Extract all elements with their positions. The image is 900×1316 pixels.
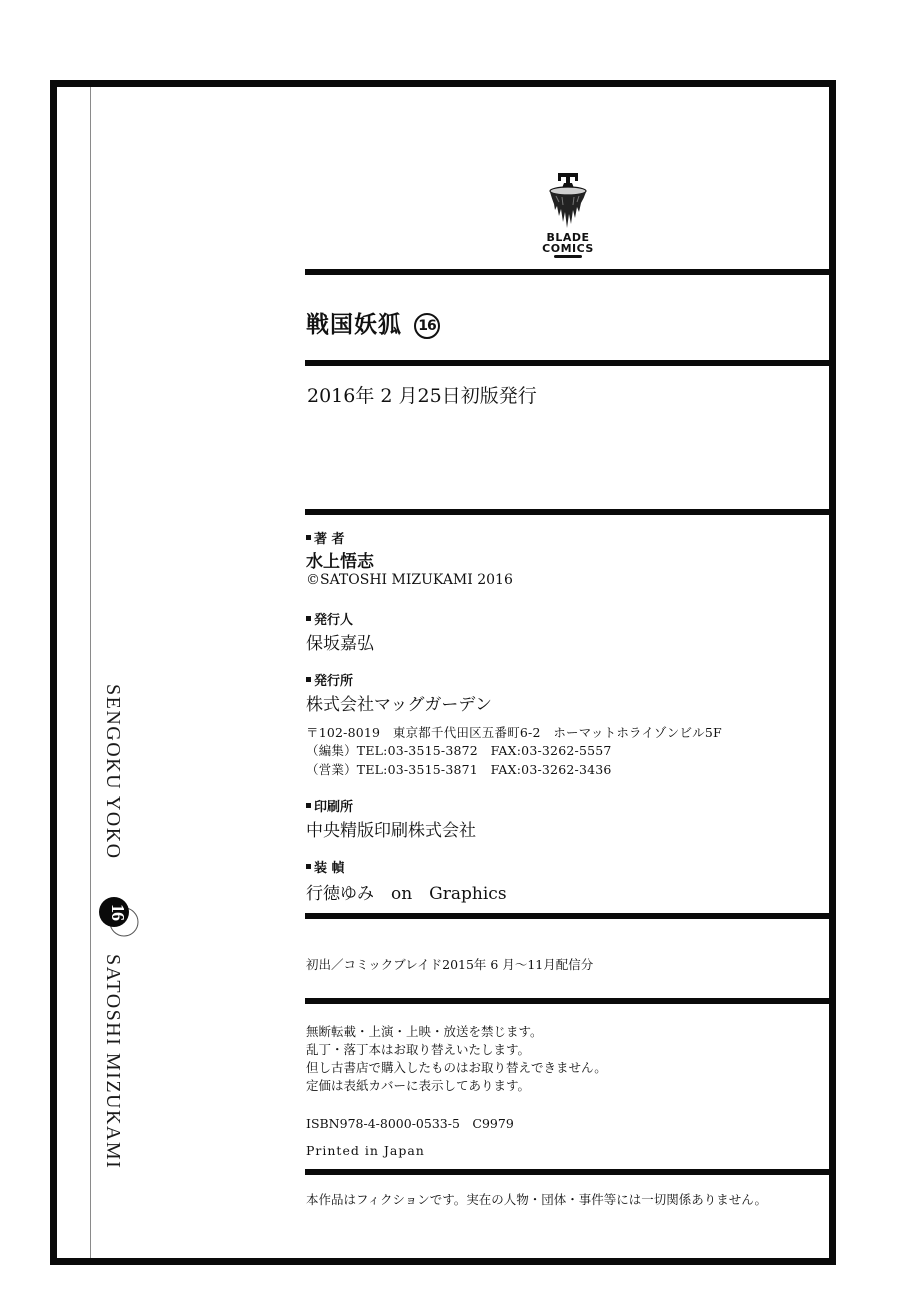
square-bullet-icon [306, 616, 311, 621]
book-title [306, 306, 440, 339]
publisher-person-label-text: 発行人 [314, 613, 354, 628]
volume-badge: 16 [414, 313, 440, 339]
printer-label [306, 796, 353, 815]
author-copyright: ©SATOSHI MIZUKAMI 2016 [306, 572, 513, 588]
printer-name: 中央精版印刷株式会社 [306, 821, 476, 841]
spine [94, 684, 130, 1214]
rule-below-date [305, 509, 829, 515]
design-credit: 行徳ゆみ on Graphics [306, 884, 507, 904]
rule-below-title [305, 360, 829, 366]
publisher-label-text: 発行所 [314, 674, 354, 689]
spine-author: SATOSHI MIZUKAMI [102, 954, 124, 1170]
fiction-disclaimer: 本作品はフィクションです。実在の人物・団体・事件等には一切関係ありません。 [306, 1192, 768, 1207]
printer-label-text: 印刷所 [314, 800, 354, 815]
logo-text-blade: BLADE [546, 231, 590, 244]
square-bullet-icon [306, 864, 311, 869]
publisher-address: 〒102-8019 東京都千代田区五番町6-2 ホーマットホライゾンビル5F [306, 725, 722, 740]
square-bullet-icon [306, 803, 311, 808]
square-bullet-icon [306, 677, 311, 682]
square-bullet-icon [306, 535, 311, 540]
notice-line: 但し古書店で購入したものはお取り替えできません。 [306, 1060, 607, 1075]
rule-below-first-appearance [305, 998, 829, 1004]
logo-underline [554, 255, 582, 258]
publisher-sales-contact: （営業）TEL:03-3515-3871 FAX:03-3262-3436 [306, 762, 612, 777]
publisher-name: 株式会社マッグガーデン [306, 695, 492, 715]
spine-volume-badge [108, 896, 150, 938]
notice-line: 無断転載・上演・上映・放送を禁じます。 [306, 1024, 543, 1039]
notice-line: 乱丁・落丁本はお取り替えいたします。 [306, 1042, 531, 1057]
first-appearance: 初出／コミックブレイド2015年 6 月～11月配信分 [306, 957, 594, 972]
spine-volume-number: 16 [108, 904, 128, 920]
publisher-person-label [306, 609, 353, 628]
publisher-editorial-contact: （編集）TEL:03-3515-3872 FAX:03-3262-5557 [306, 743, 612, 758]
publication-date: 2016年 2 月25日初版発行 [307, 385, 537, 407]
blade-comics-logo-icon [532, 172, 604, 230]
isbn: ISBN978-4-8000-0533-5 C9979 [306, 1116, 514, 1131]
author-name: 水上悟志 [306, 552, 374, 572]
publisher-person-name: 保坂嘉弘 [306, 634, 374, 654]
rule-below-credits [305, 913, 829, 919]
spine-divider [90, 87, 91, 1258]
author-label-text: 著 者 [314, 532, 345, 547]
printed-in: Printed in Japan [306, 1143, 425, 1158]
book-title-text: 戦国妖狐 [306, 312, 402, 338]
publisher-label [306, 670, 353, 689]
notice-line: 定価は表紙カバーに表示してあります。 [306, 1078, 531, 1093]
rule-below-logo [305, 269, 829, 275]
author-label [306, 528, 345, 547]
spine-series-title: SENGOKU YOKO [102, 684, 124, 860]
rule-below-isbn [305, 1169, 829, 1175]
logo-text-comics: COMICS [542, 242, 594, 255]
design-label-text: 装 幀 [314, 861, 345, 876]
design-label [306, 857, 345, 876]
blade-comics-logo [532, 172, 604, 258]
